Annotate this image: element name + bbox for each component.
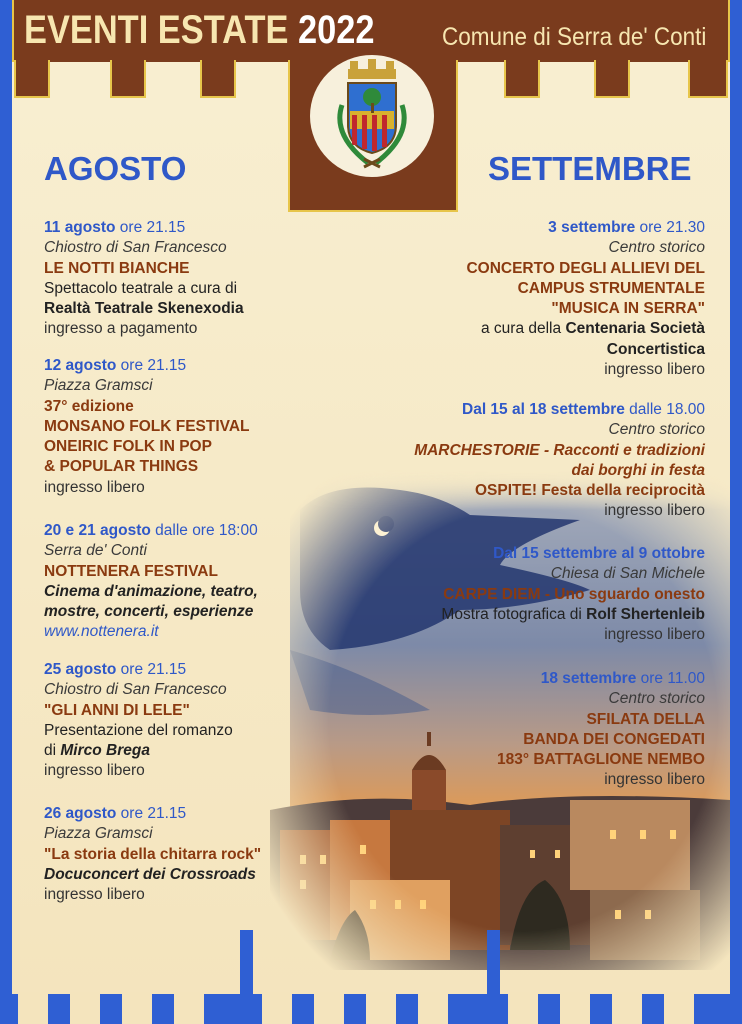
event-date: 3 settembre ore 21.30 (548, 219, 705, 236)
event-entry: ingresso libero (44, 762, 145, 780)
event-entry: ingresso libero (604, 626, 705, 644)
event-place: Centro storico (608, 239, 705, 257)
event-carpe-diem (365, 544, 705, 645)
event-11-agosto (44, 218, 294, 340)
event-date: 25 agosto ore 21.15 (44, 661, 187, 678)
footer-battlement (508, 992, 538, 1024)
footer-battlement (664, 992, 694, 1024)
event-18-settembre (365, 669, 705, 791)
footer-battlement (18, 992, 48, 1024)
footer-post (240, 930, 253, 1024)
event-12-agosto (44, 356, 294, 498)
event-title: "GLI ANNI DI LELE" (44, 701, 190, 719)
event-date: 11 agosto ore 21.15 (44, 219, 186, 236)
event-date: 12 agosto ore 21.15 (44, 357, 187, 374)
event-description: Mostra fotografica di Rolf Shertenleib (441, 605, 705, 623)
municipality-name: Comune di Serra de' Conti (442, 23, 707, 51)
event-title: dai borghi in festa (571, 461, 705, 479)
battlement (594, 60, 630, 98)
event-date: Dal 15 al 18 settembre dalle 18.00 (462, 401, 705, 418)
coat-of-arms-icon (310, 55, 434, 177)
event-organizer: a cura della Centenaria Società (480, 320, 705, 338)
event-description: Docuconcert dei Crossroads (44, 865, 256, 883)
event-place: Serra de' Conti (44, 542, 147, 560)
event-title: & POPULAR THINGS (44, 458, 199, 476)
event-title: LE NOTTI BIANCHE (44, 259, 190, 277)
event-entry: ingresso libero (44, 478, 145, 496)
event-entry: ingresso libero (604, 771, 705, 789)
event-date: Dal 15 settembre al 9 ottobre (493, 545, 705, 562)
event-title: MONSANO FOLK FESTIVAL (44, 417, 250, 435)
event-title: NOTTENERA FESTIVAL (44, 562, 218, 580)
event-place: Centro storico (608, 690, 705, 708)
event-title: ONEIRIC FOLK IN POP (44, 438, 212, 456)
month-heading-settembre: SETTEMBRE (488, 150, 692, 187)
event-place: Chiesa di San Michele (550, 565, 705, 583)
footer-battlement (174, 992, 204, 1024)
event-edition: 37° edizione (44, 397, 134, 415)
event-title: "MUSICA IN SERRA" (551, 300, 705, 318)
event-15-18-settembre (365, 400, 705, 522)
event-date: 20 e 21 agosto dalle ore 18:00 (44, 522, 258, 539)
coat-of-arms (310, 55, 434, 177)
footer-battlement (314, 992, 344, 1024)
event-title: MARCHESTORIE - Racconti e tradizioni (414, 441, 705, 459)
event-date: 18 settembre ore 11.00 (540, 670, 705, 687)
footer-battlement (70, 992, 100, 1024)
footer-battlement (612, 992, 642, 1024)
event-title: BANDA DEI CONGEDATI (523, 730, 705, 748)
event-entry: ingresso libero (44, 886, 145, 904)
event-place: Chiostro di San Francesco (44, 239, 227, 257)
event-website-link[interactable]: www.nottenera.it (44, 623, 159, 641)
battlement (110, 60, 146, 98)
event-title: CARPE DIEM - Uno sguardo onesto (443, 585, 705, 603)
footer-battlement (418, 992, 448, 1024)
footer-post (487, 930, 500, 1024)
month-heading-agosto: AGOSTO (44, 150, 187, 187)
event-entry: ingresso libero (604, 361, 705, 379)
event-place: Chiostro di San Francesco (44, 681, 227, 699)
event-place: Centro storico (608, 421, 705, 439)
event-title: 183° BATTAGLIONE NEMBO (496, 751, 705, 769)
event-subtitle: OSPITE! Festa della reciprocità (475, 482, 705, 500)
footer-battlement (262, 992, 292, 1024)
event-title: CAMPUS STRUMENTALE (517, 279, 705, 297)
battlement (14, 60, 50, 98)
event-title: SFILATA DELLA (586, 710, 705, 728)
event-description: Spettacolo teatrale a cura di (44, 279, 238, 297)
event-description: Cinema d'animazione, teatro, (44, 582, 258, 600)
battlement (504, 60, 540, 98)
footer-battlement (122, 992, 152, 1024)
event-place: Piazza Gramsci (44, 377, 153, 395)
event-title: CONCERTO DEGLI ALLIEVI DEL (466, 259, 705, 277)
event-organizer: Concertistica (606, 340, 705, 358)
event-3-settembre (365, 218, 705, 380)
footer-battlement (366, 992, 396, 1024)
event-entry: ingresso libero (604, 502, 705, 520)
battlement (200, 60, 236, 98)
event-25-agosto (44, 660, 294, 782)
event-place: Piazza Gramsci (44, 825, 153, 843)
event-20-21-agosto (44, 521, 294, 643)
event-date: 26 agosto ore 21.15 (44, 805, 187, 822)
battlement (688, 60, 728, 98)
footer-battlement (560, 992, 590, 1024)
event-26-agosto (44, 804, 304, 905)
event-entry: ingresso a pagamento (44, 320, 198, 338)
event-title: "La storia della chitarra rock" (44, 845, 262, 863)
event-author: di Mirco Brega (44, 742, 150, 760)
event-description: mostre, concerti, esperienze (44, 603, 254, 621)
event-description: Presentazione del romanzo (44, 721, 233, 739)
page-title: EVENTI ESTATE 2022 (24, 8, 375, 52)
event-organizer: Realtà Teatrale Skenexodia (44, 300, 244, 318)
